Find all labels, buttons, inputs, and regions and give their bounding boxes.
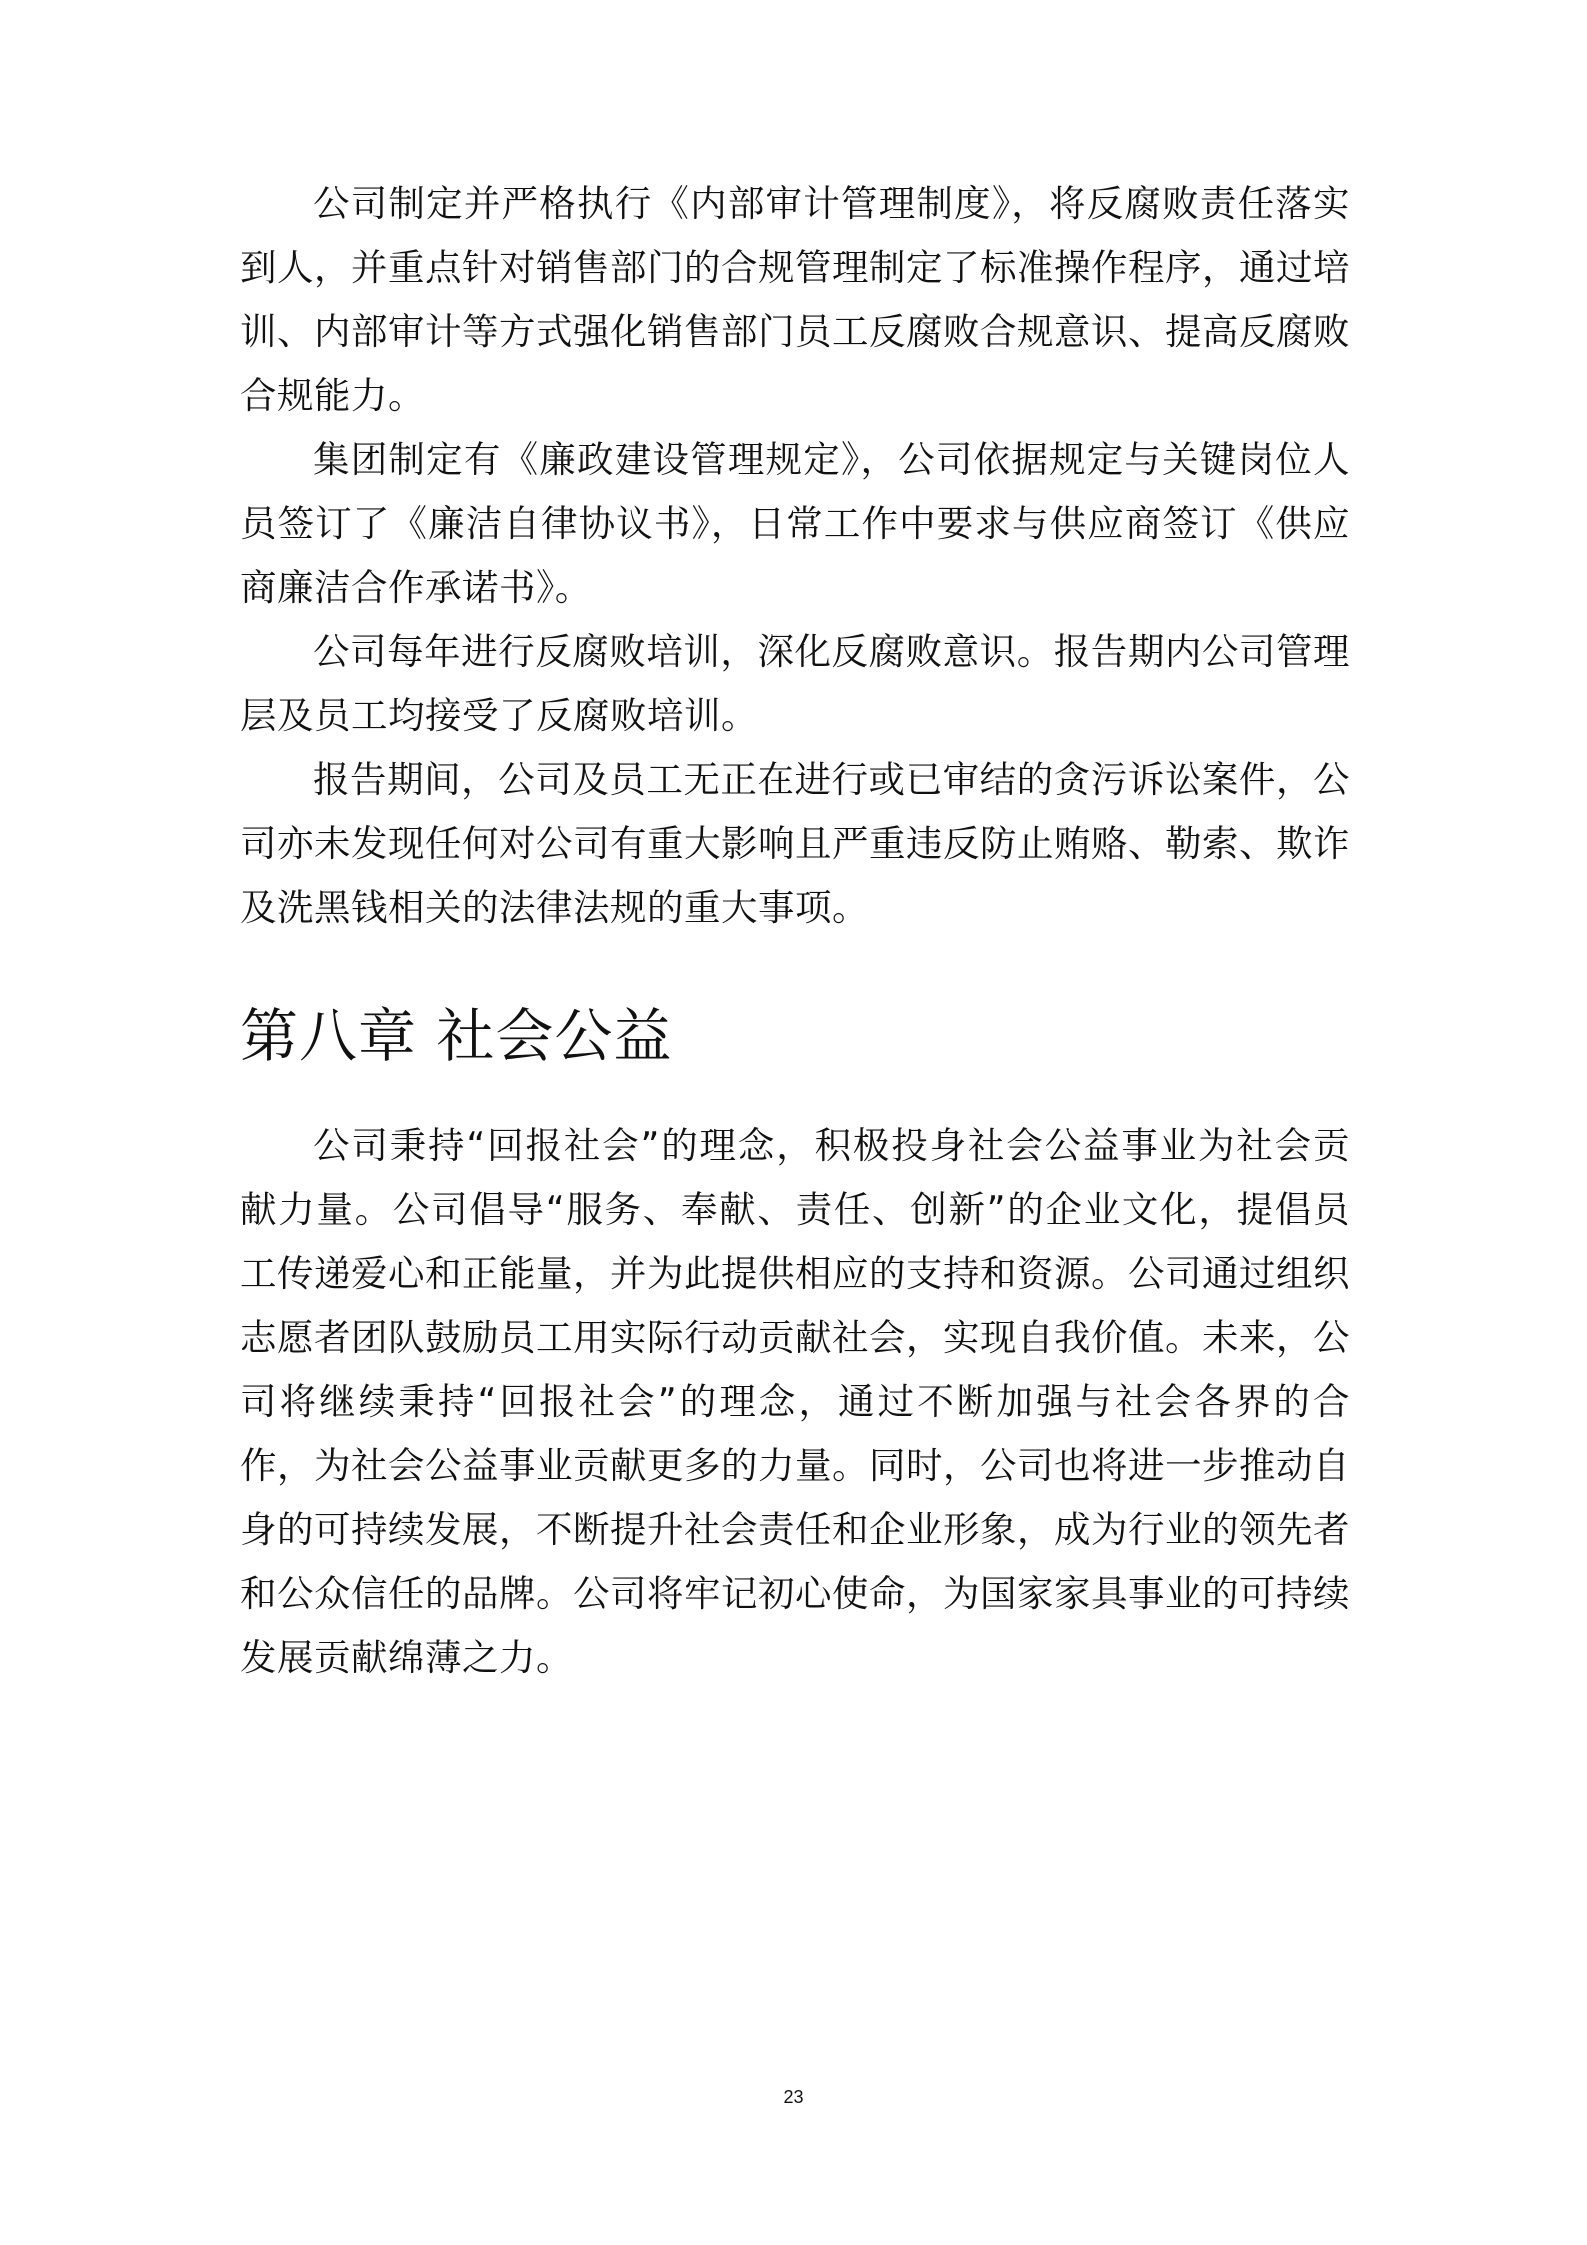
chapter-heading: 第八章 社会公益 [240, 1002, 673, 1070]
page-content [240, 172, 1350, 1690]
paragraph-litigation-statement: 报告期间，公司及员工无正在进行或已审结的贪污诉讼案件，公司亦未发现任何对公司有重大影响且严重违反防止贿赂、勒索、欺诈及洗黑钱相关的法律法规的重大事项。 [240, 758, 1350, 929]
paragraph-integrity-regulations: 集团制定有《廉政建设管理规定》，公司依据规定与关键岗位人员签订了《廉洁自律协议书》，日常工作中要求与供应商签订《供应商廉洁合作承诺书》。 [240, 438, 1350, 609]
paragraph-social-welfare: 公司秉持“回报社会”的理念，积极投身社会公益事业为社会贡献力量。公司倡导“服务、奉献、责任、创新”的企业文化，提倡员工传递爱心和正能量，并为此提供相应的支持和资源。公司通过组织志愿者团队鼓励员工用实际行动贡献社会，实现自我价值。未来，公司将继续秉持“回报社会”的理念，通过不断加强与社会各界的合作，为社会公益事业贡献更多的力量。同时，公司也将进一步推动自身的可持续发展，不断提升社会责任和企业形象，成为行业的领先者和公众信任的品牌。公司将牢记初心使命，为国家家具事业的可持续发展贡献绵薄之力。 [240, 1124, 1350, 1679]
paragraph-anti-corruption-training: 公司每年进行反腐败培训，深化反腐败意识。报告期内公司管理层及员工均接受了反腐败培训。 [240, 630, 1350, 737]
paragraph-anti-corruption-audit: 公司制定并严格执行《内部审计管理制度》，将反腐败责任落实到人，并重点针对销售部门的合规管理制定了标准操作程序，通过培训、内部审计等方式强化销售部门员工反腐败合规意识、提高反腐败合规能力。 [240, 182, 1350, 417]
page-number: 23 [783, 2087, 804, 2107]
